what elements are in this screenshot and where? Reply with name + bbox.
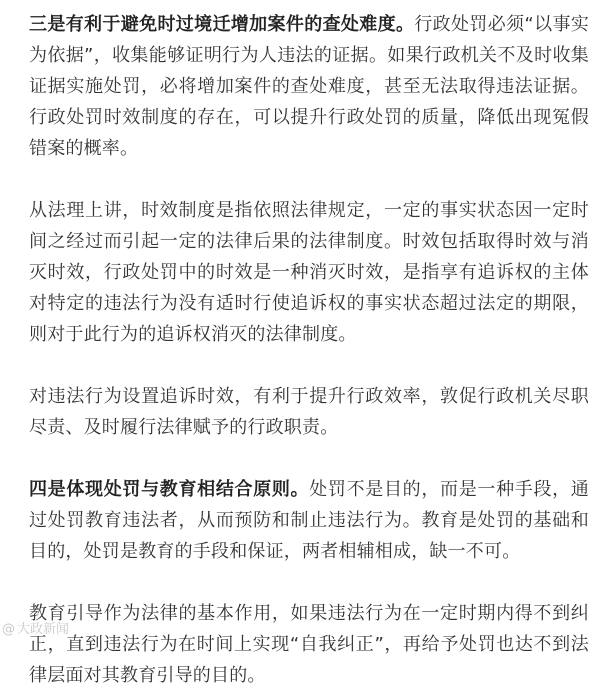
watermark-at-icon: @ bbox=[2, 622, 15, 637]
paragraph-gap bbox=[29, 443, 589, 474]
paragraph-gap bbox=[29, 350, 589, 381]
paragraph-1-lead: 三是有利于避免时过境迁增加案件的查处难度。 bbox=[29, 14, 415, 35]
paragraph-5-text: 教育引导作为法律的基本作用，如果违法行为在一定时期内得不到纠正，直到违法行为在时间上实现“自我纠正”，再给予处罚也达不到法律层面对其教育引导的目的。 bbox=[29, 603, 589, 686]
paragraph-2 bbox=[29, 195, 589, 350]
paragraph-1-text: 行政处罚必须“以事实为依据”，收集能够证明行为人违法的证据。如果行政机关不及时收集证据实施处罚，必将增加案件的查处难度，甚至无法取得违法证据。行政处罚时效制度的存在，可以提升行政处罚的质量，降低出现冤假错案的概率。 bbox=[29, 14, 589, 159]
watermark-text: 大政新闻 bbox=[17, 622, 70, 637]
paragraph-3-text: 对违法行为设置追诉时效，有利于提升行政效率，敦促行政机关尽职尽责、及时履行法律赋予的行政职责。 bbox=[29, 386, 589, 438]
paragraph-4-text: 处罚不是目的，而是一种手段，通过处罚教育违法者，从而预防和制止违法行为。教育是处罚的基础和目的，处罚是教育的手段和保证，两者相辅相成，缺一不可。 bbox=[29, 479, 590, 562]
paragraph-3 bbox=[29, 381, 589, 443]
paragraph-gap bbox=[29, 567, 589, 598]
paragraph-1 bbox=[29, 9, 589, 164]
paragraph-gap bbox=[29, 164, 589, 195]
paragraph-4-lead: 四是体现处罚与教育相结合原则。 bbox=[29, 479, 310, 500]
paragraph-4 bbox=[29, 474, 589, 567]
paragraph-5 bbox=[29, 598, 589, 691]
article-body bbox=[29, 9, 589, 691]
watermark bbox=[2, 618, 69, 637]
paragraph-2-text: 从法理上讲，时效制度是指依照法律规定，一定的事实状态因一定时间之经过而引起一定的法律后果的法律制度。时效包括取得时效与消灭时效，行政处罚中的时效是一种消灭时效，是指享有追诉权的主体对特定的违法行为没有适时行使追诉权的事实状态超过法定的期限，则对于此行为的追诉权消灭的法律制度。 bbox=[29, 200, 589, 345]
